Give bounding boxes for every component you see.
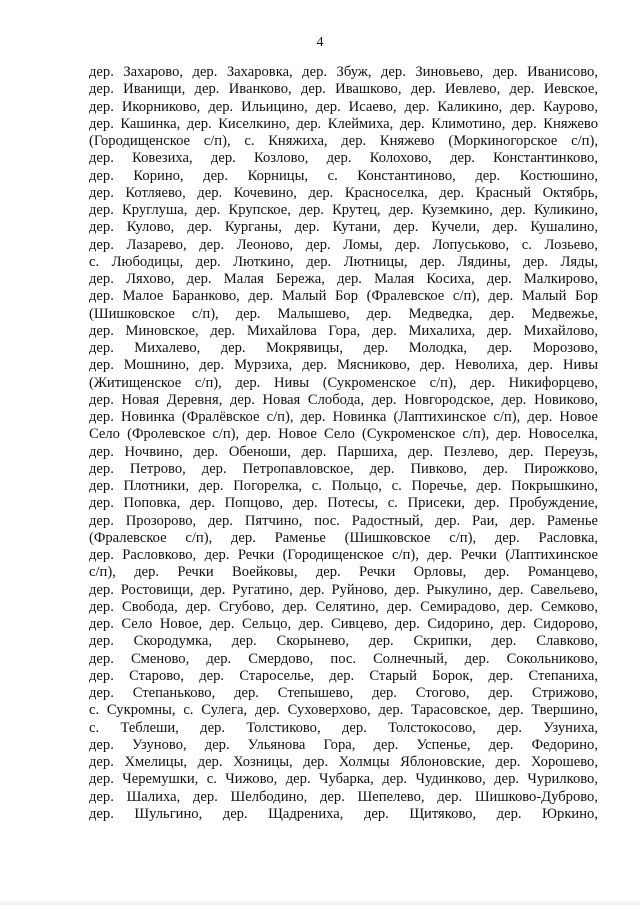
text-line: с. Сукромны, с. Сулега, дер. Суховерхово, дер. Тарасовское, дер. Твершино, [89, 702, 598, 719]
text-line: дер. Село Новое, дер. Сельцо, дер. Сивцево, дер. Сидорино, дер. Сидорово, [89, 616, 598, 632]
text-line: дер. Круглуша, дер. Крупское, дер. Крутец, дер. Куземкино, дер. Куликино, [89, 202, 598, 218]
text-line: дер. Корино, дер. Корницы, с. Константиново, дер. Костюшино, [89, 167, 598, 184]
text-line: Село (Фролевское с/п), дер. Новое Село (Сукроменское с/п), дер. Новоселка, [89, 426, 598, 443]
text-line: дер. Кулово, дер. Курганы, дер. Кутани, дер. Кучели, дер. Кушалино, [89, 219, 598, 236]
text-line: дер. Малое Баранково, дер. Малый Бор (Фралевское с/п), дер. Малый Бор [89, 288, 598, 305]
scan-bottom-edge [0, 899, 640, 905]
text-line: дер. Черемушки, с. Чижово, дер. Чубарка, дер. Чудинково, дер. Чурилково, [89, 771, 598, 788]
text-line: дер. Свобода, дер. Сгубово, дер. Селятино, дер. Семирадово, дер. Семково, [89, 598, 598, 615]
text-line: дер. Ростовищи, дер. Ругатино, дер. Руйново, дер. Рыкулино, дер. Савельево, [89, 581, 598, 598]
text-line: дер. Шульгино, дер. Щадрениха, дер. Щитяково, дер. Юркино, [89, 805, 598, 822]
text-line: (Фралевское с/п), дер. Раменье (Шишковское с/п), дер. Расловка, [89, 529, 598, 546]
text-line: дер. Петрово, дер. Петропавловское, дер. Пивково, дер. Пирожково, [89, 460, 598, 477]
text-line: дер. Ляхово, дер. Малая Бережа, дер. Малая Косиха, дер. Малкирово, [89, 271, 598, 287]
text-line: дер. Михалево, дер. Мокрявицы, дер. Молодка, дер. Морозово, [89, 340, 598, 356]
text-line: дер. Сменово, дер. Смердово, пос. Солнечный, дер. Сокольниково, [89, 650, 598, 667]
text-line: дер. Шалиха, дер. Шелбодино, дер. Шепелево, дер. Шишково-Дуброво, [89, 788, 598, 805]
text-line: дер. Поповка, дер. Попцово, дер. Потесы, с. Присеки, дер. Пробуждение, [89, 495, 598, 512]
text-line: дер. Новинка (Фралёвское с/п), дер. Новинка (Лаптихинское с/п), дер. Новое [89, 409, 598, 425]
text-line: дер. Мошнино, дер. Мурзиха, дер. Мясниково, дер. Неволиха, дер. Нивы [89, 357, 598, 374]
text-line: с. Теблеши, дер. Толстиково, дер. Толстокосово, дер. Узуниха, [89, 719, 598, 736]
page-number: 4 [316, 35, 324, 50]
text-line: дер. Хмелицы, дер. Хозницы, дер. Холмцы Яблоновские, дер. Хорошево, [89, 754, 598, 770]
text-line: дер. Плотники, дер. Погорелка, с. Польцо, с. Поречье, дер. Покрышкино, [89, 478, 598, 494]
text-line: дер. Прозорово, дер. Пятчино, пос. Радостный, дер. Раи, дер. Раменье [89, 512, 598, 529]
text-line: дер. Старово, дер. Староселье, дер. Старый Борок, дер. Степаниха, [89, 667, 598, 684]
text-line: дер. Котляево, дер. Кочевино, дер. Красноселка, дер. Красный Октябрь, [89, 184, 598, 201]
text-line: (Городищенское с/п), с. Княжиха, дер. Княжево (Моркиногорское с/п), [89, 133, 598, 149]
text-line: дер. Икорниково, дер. Ильицино, дер. Исаево, дер. Каликино, дер. Каурово, [89, 98, 598, 115]
text-line: дер. Кашинка, дер. Киселкино, дер. Клеймиха, дер. Климотино, дер. Княжево [89, 115, 598, 132]
text-line: дер. Скородумка, дер. Скорынево, дер. Скрипки, дер. Славково, [89, 633, 598, 650]
text-line: дер. Ночвино, дер. Обеноши, дер. Паршиха, дер. Пезлево, дер. Переузь, [89, 443, 598, 460]
text-line: (Житищенское с/п), дер. Нивы (Сукроменское с/п), дер. Никифорцево, [89, 374, 598, 391]
text-line: дер. Иванищи, дер. Иванково, дер. Ивашково, дер. Иевлево, дер. Иевское, [89, 81, 598, 98]
text-line: дер. Новая Деревня, дер. Новая Слобода, дер. Новгородское, дер. Новиково, [89, 391, 598, 408]
settlement-list-text [89, 64, 598, 823]
text-line: с/п), дер. Речки Воейковы, дер. Речки Орловы, дер. Романцево, [89, 564, 598, 581]
text-line: дер. Лазарево, дер. Леоново, дер. Ломы, дер. Лопуськово, с. Лозьево, [89, 236, 598, 253]
text-line: дер. Ковезиха, дер. Козлово, дер. Колохово, дер. Константинково, [89, 150, 598, 167]
text-line: дер. Степаньково, дер. Степышево, дер. Стогово, дер. Стрижово, [89, 685, 598, 701]
text-line: дер. Узуново, дер. Ульянова Гора, дер. Успенье, дер. Федорино, [89, 736, 598, 753]
text-line: дер. Расловково, дер. Речки (Городищенское с/п), дер. Речки (Лаптихинское [89, 547, 598, 563]
text-line: с. Любодицы, дер. Люткино, дер. Лютницы, дер. Лядины, дер. Ляды, [89, 253, 598, 270]
text-line: дер. Миновское, дер. Михайлова Гора, дер. Михалиха, дер. Михайлово, [89, 322, 598, 339]
text-line: дер. Захарово, дер. Захаровка, дер. Збуж, дер. Зиновьево, дер. Иванисово, [89, 64, 598, 80]
text-line: (Шишковское с/п), дер. Малышево, дер. Медведка, дер. Медвежье, [89, 305, 598, 322]
